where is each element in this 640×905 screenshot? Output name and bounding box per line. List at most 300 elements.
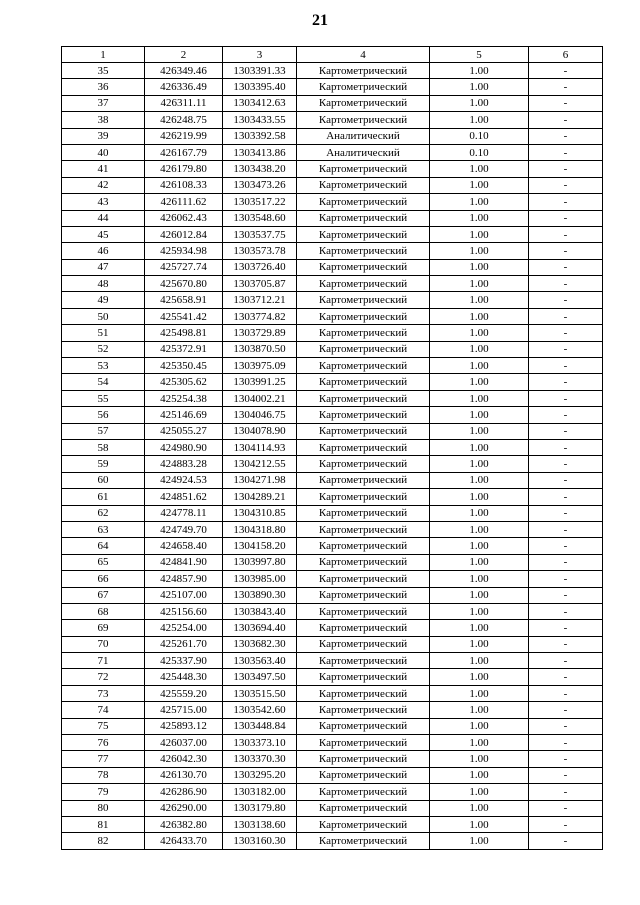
y-coordinate-cell: 1303438.20 xyxy=(223,161,297,177)
y-coordinate-cell: 1303537.75 xyxy=(223,226,297,242)
table-row xyxy=(62,63,603,79)
accuracy-cell: 1.00 xyxy=(430,79,529,95)
x-coordinate-cell: 426311.11 xyxy=(145,95,223,111)
x-coordinate-cell: 424658.40 xyxy=(145,538,223,554)
accuracy-cell: 1.00 xyxy=(430,751,529,767)
x-coordinate-cell: 425146.69 xyxy=(145,407,223,423)
x-coordinate-cell: 426248.75 xyxy=(145,112,223,128)
note-cell: - xyxy=(529,423,603,439)
x-coordinate-cell: 426037.00 xyxy=(145,735,223,751)
point-number-cell: 72 xyxy=(62,669,145,685)
note-cell: - xyxy=(529,702,603,718)
accuracy-cell: 1.00 xyxy=(430,538,529,554)
x-coordinate-cell: 426336.49 xyxy=(145,79,223,95)
accuracy-cell: 1.00 xyxy=(430,767,529,783)
method-cell: Картометрический xyxy=(297,538,430,554)
y-coordinate-cell: 1304078.90 xyxy=(223,423,297,439)
note-cell: - xyxy=(529,751,603,767)
note-cell: - xyxy=(529,505,603,521)
y-coordinate-cell: 1303179.80 xyxy=(223,800,297,816)
note-cell: - xyxy=(529,259,603,275)
point-number-cell: 51 xyxy=(62,325,145,341)
method-cell: Картометрический xyxy=(297,751,430,767)
note-cell: - xyxy=(529,128,603,144)
point-number-cell: 63 xyxy=(62,521,145,537)
method-cell: Картометрический xyxy=(297,63,430,79)
accuracy-cell: 1.00 xyxy=(430,505,529,521)
note-cell: - xyxy=(529,439,603,455)
note-cell: - xyxy=(529,210,603,226)
table-row xyxy=(62,358,603,374)
x-coordinate-cell: 426179.80 xyxy=(145,161,223,177)
y-coordinate-cell: 1303433.55 xyxy=(223,112,297,128)
table-row xyxy=(62,587,603,603)
y-coordinate-cell: 1303370.30 xyxy=(223,751,297,767)
point-number-cell: 55 xyxy=(62,390,145,406)
note-cell: - xyxy=(529,194,603,210)
x-coordinate-cell: 425670.80 xyxy=(145,276,223,292)
accuracy-cell: 1.00 xyxy=(430,833,529,849)
accuracy-cell: 1.00 xyxy=(430,439,529,455)
x-coordinate-cell: 424778.11 xyxy=(145,505,223,521)
x-coordinate-cell: 425658.91 xyxy=(145,292,223,308)
x-coordinate-cell: 424883.28 xyxy=(145,456,223,472)
note-cell: - xyxy=(529,243,603,259)
y-coordinate-cell: 1303138.60 xyxy=(223,816,297,832)
accuracy-cell: 0.10 xyxy=(430,144,529,160)
method-cell: Картометрический xyxy=(297,407,430,423)
note-cell: - xyxy=(529,669,603,685)
note-cell: - xyxy=(529,112,603,128)
accuracy-cell: 1.00 xyxy=(430,325,529,341)
point-number-cell: 37 xyxy=(62,95,145,111)
x-coordinate-cell: 425055.27 xyxy=(145,423,223,439)
note-cell: - xyxy=(529,341,603,357)
table-row xyxy=(62,407,603,423)
table-row xyxy=(62,112,603,128)
accuracy-cell: 1.00 xyxy=(430,702,529,718)
table-row xyxy=(62,603,603,619)
table-row xyxy=(62,718,603,734)
method-cell: Картометрический xyxy=(297,571,430,587)
accuracy-cell: 1.00 xyxy=(430,161,529,177)
y-coordinate-cell: 1303412.63 xyxy=(223,95,297,111)
x-coordinate-cell: 425254.38 xyxy=(145,390,223,406)
point-number-cell: 41 xyxy=(62,161,145,177)
y-coordinate-cell: 1303774.82 xyxy=(223,308,297,324)
table-row xyxy=(62,816,603,832)
note-cell: - xyxy=(529,653,603,669)
accuracy-cell: 0.10 xyxy=(430,128,529,144)
table-body xyxy=(62,47,603,850)
x-coordinate-cell: 425107.00 xyxy=(145,587,223,603)
header-cell: 6 xyxy=(529,47,603,63)
table-row xyxy=(62,554,603,570)
point-number-cell: 46 xyxy=(62,243,145,259)
x-coordinate-cell: 426042.30 xyxy=(145,751,223,767)
x-coordinate-cell: 426382.80 xyxy=(145,816,223,832)
method-cell: Картометрический xyxy=(297,521,430,537)
note-cell: - xyxy=(529,144,603,160)
y-coordinate-cell: 1303694.40 xyxy=(223,620,297,636)
accuracy-cell: 1.00 xyxy=(430,226,529,242)
method-cell: Аналитический xyxy=(297,144,430,160)
x-coordinate-cell: 425337.90 xyxy=(145,653,223,669)
y-coordinate-cell: 1303473.26 xyxy=(223,177,297,193)
table-header-row xyxy=(62,47,603,63)
y-coordinate-cell: 1303497.50 xyxy=(223,669,297,685)
y-coordinate-cell: 1303515.50 xyxy=(223,685,297,701)
note-cell: - xyxy=(529,407,603,423)
accuracy-cell: 1.00 xyxy=(430,620,529,636)
note-cell: - xyxy=(529,800,603,816)
x-coordinate-cell: 424841.90 xyxy=(145,554,223,570)
table-row xyxy=(62,243,603,259)
method-cell: Картометрический xyxy=(297,685,430,701)
point-number-cell: 73 xyxy=(62,685,145,701)
point-number-cell: 54 xyxy=(62,374,145,390)
point-number-cell: 57 xyxy=(62,423,145,439)
point-number-cell: 48 xyxy=(62,276,145,292)
accuracy-cell: 1.00 xyxy=(430,784,529,800)
note-cell: - xyxy=(529,390,603,406)
table-row xyxy=(62,571,603,587)
method-cell: Картометрический xyxy=(297,587,430,603)
y-coordinate-cell: 1303726.40 xyxy=(223,259,297,275)
table-row xyxy=(62,620,603,636)
y-coordinate-cell: 1304002.21 xyxy=(223,390,297,406)
table-row xyxy=(62,439,603,455)
coordinates-table xyxy=(61,46,603,850)
x-coordinate-cell: 425350.45 xyxy=(145,358,223,374)
method-cell: Картометрический xyxy=(297,505,430,521)
note-cell: - xyxy=(529,79,603,95)
accuracy-cell: 1.00 xyxy=(430,685,529,701)
table-row xyxy=(62,177,603,193)
point-number-cell: 75 xyxy=(62,718,145,734)
table-row xyxy=(62,423,603,439)
point-number-cell: 38 xyxy=(62,112,145,128)
note-cell: - xyxy=(529,833,603,849)
point-number-cell: 52 xyxy=(62,341,145,357)
y-coordinate-cell: 1303997.80 xyxy=(223,554,297,570)
point-number-cell: 45 xyxy=(62,226,145,242)
x-coordinate-cell: 426012.84 xyxy=(145,226,223,242)
x-coordinate-cell: 424924.53 xyxy=(145,472,223,488)
point-number-cell: 77 xyxy=(62,751,145,767)
point-number-cell: 65 xyxy=(62,554,145,570)
y-coordinate-cell: 1304310.85 xyxy=(223,505,297,521)
note-cell: - xyxy=(529,571,603,587)
accuracy-cell: 1.00 xyxy=(430,259,529,275)
point-number-cell: 53 xyxy=(62,358,145,374)
method-cell: Аналитический xyxy=(297,128,430,144)
y-coordinate-cell: 1304212.55 xyxy=(223,456,297,472)
accuracy-cell: 1.00 xyxy=(430,243,529,259)
x-coordinate-cell: 425498.81 xyxy=(145,325,223,341)
page-number: 21 xyxy=(312,12,328,29)
x-coordinate-cell: 425372.91 xyxy=(145,341,223,357)
method-cell: Картометрический xyxy=(297,177,430,193)
note-cell: - xyxy=(529,685,603,701)
x-coordinate-cell: 426349.46 xyxy=(145,63,223,79)
note-cell: - xyxy=(529,308,603,324)
table-row xyxy=(62,341,603,357)
x-coordinate-cell: 426111.62 xyxy=(145,194,223,210)
table-row xyxy=(62,784,603,800)
method-cell: Картометрический xyxy=(297,439,430,455)
table-row xyxy=(62,79,603,95)
header-cell: 5 xyxy=(430,47,529,63)
x-coordinate-cell: 425305.62 xyxy=(145,374,223,390)
x-coordinate-cell: 426286.90 xyxy=(145,784,223,800)
accuracy-cell: 1.00 xyxy=(430,816,529,832)
point-number-cell: 50 xyxy=(62,308,145,324)
table-row xyxy=(62,489,603,505)
y-coordinate-cell: 1303573.78 xyxy=(223,243,297,259)
x-coordinate-cell: 426108.33 xyxy=(145,177,223,193)
method-cell: Картометрический xyxy=(297,161,430,177)
y-coordinate-cell: 1303542.60 xyxy=(223,702,297,718)
method-cell: Картометрический xyxy=(297,308,430,324)
x-coordinate-cell: 424749.70 xyxy=(145,521,223,537)
y-coordinate-cell: 1303395.40 xyxy=(223,79,297,95)
method-cell: Картометрический xyxy=(297,554,430,570)
table-row xyxy=(62,210,603,226)
point-number-cell: 61 xyxy=(62,489,145,505)
note-cell: - xyxy=(529,358,603,374)
table-row xyxy=(62,95,603,111)
note-cell: - xyxy=(529,636,603,652)
x-coordinate-cell: 425934.98 xyxy=(145,243,223,259)
note-cell: - xyxy=(529,554,603,570)
method-cell: Картометрический xyxy=(297,210,430,226)
note-cell: - xyxy=(529,276,603,292)
note-cell: - xyxy=(529,735,603,751)
accuracy-cell: 1.00 xyxy=(430,718,529,734)
header-cell: 3 xyxy=(223,47,297,63)
table-row xyxy=(62,685,603,701)
table-row xyxy=(62,521,603,537)
method-cell: Картометрический xyxy=(297,669,430,685)
x-coordinate-cell: 426167.79 xyxy=(145,144,223,160)
accuracy-cell: 1.00 xyxy=(430,587,529,603)
accuracy-cell: 1.00 xyxy=(430,292,529,308)
note-cell: - xyxy=(529,587,603,603)
table-row xyxy=(62,538,603,554)
accuracy-cell: 1.00 xyxy=(430,210,529,226)
table-row xyxy=(62,194,603,210)
note-cell: - xyxy=(529,521,603,537)
note-cell: - xyxy=(529,718,603,734)
method-cell: Картометрический xyxy=(297,489,430,505)
accuracy-cell: 1.00 xyxy=(430,735,529,751)
accuracy-cell: 1.00 xyxy=(430,177,529,193)
method-cell: Картометрический xyxy=(297,341,430,357)
method-cell: Картометрический xyxy=(297,735,430,751)
accuracy-cell: 1.00 xyxy=(430,571,529,587)
table-row xyxy=(62,735,603,751)
note-cell: - xyxy=(529,489,603,505)
table-row xyxy=(62,505,603,521)
x-coordinate-cell: 425254.00 xyxy=(145,620,223,636)
method-cell: Картометрический xyxy=(297,79,430,95)
accuracy-cell: 1.00 xyxy=(430,407,529,423)
point-number-cell: 58 xyxy=(62,439,145,455)
method-cell: Картометрический xyxy=(297,767,430,783)
point-number-cell: 59 xyxy=(62,456,145,472)
x-coordinate-cell: 425715.00 xyxy=(145,702,223,718)
table-row xyxy=(62,161,603,177)
y-coordinate-cell: 1303890.30 xyxy=(223,587,297,603)
table-row xyxy=(62,833,603,849)
note-cell: - xyxy=(529,767,603,783)
point-number-cell: 78 xyxy=(62,767,145,783)
y-coordinate-cell: 1304046.75 xyxy=(223,407,297,423)
accuracy-cell: 1.00 xyxy=(430,521,529,537)
y-coordinate-cell: 1303448.84 xyxy=(223,718,297,734)
note-cell: - xyxy=(529,226,603,242)
accuracy-cell: 1.00 xyxy=(430,194,529,210)
y-coordinate-cell: 1304318.80 xyxy=(223,521,297,537)
y-coordinate-cell: 1303563.40 xyxy=(223,653,297,669)
x-coordinate-cell: 426062.43 xyxy=(145,210,223,226)
accuracy-cell: 1.00 xyxy=(430,456,529,472)
method-cell: Картометрический xyxy=(297,702,430,718)
point-number-cell: 71 xyxy=(62,653,145,669)
point-number-cell: 39 xyxy=(62,128,145,144)
y-coordinate-cell: 1303413.86 xyxy=(223,144,297,160)
accuracy-cell: 1.00 xyxy=(430,374,529,390)
x-coordinate-cell: 424857.90 xyxy=(145,571,223,587)
point-number-cell: 68 xyxy=(62,603,145,619)
y-coordinate-cell: 1303985.00 xyxy=(223,571,297,587)
note-cell: - xyxy=(529,325,603,341)
note-cell: - xyxy=(529,456,603,472)
x-coordinate-cell: 426290.00 xyxy=(145,800,223,816)
table-row xyxy=(62,751,603,767)
point-number-cell: 36 xyxy=(62,79,145,95)
point-number-cell: 47 xyxy=(62,259,145,275)
method-cell: Картометрический xyxy=(297,718,430,734)
point-number-cell: 43 xyxy=(62,194,145,210)
accuracy-cell: 1.00 xyxy=(430,390,529,406)
note-cell: - xyxy=(529,161,603,177)
point-number-cell: 76 xyxy=(62,735,145,751)
table-row xyxy=(62,702,603,718)
y-coordinate-cell: 1303729.89 xyxy=(223,325,297,341)
method-cell: Картометрический xyxy=(297,620,430,636)
point-number-cell: 60 xyxy=(62,472,145,488)
note-cell: - xyxy=(529,95,603,111)
method-cell: Картометрический xyxy=(297,456,430,472)
point-number-cell: 74 xyxy=(62,702,145,718)
table-row xyxy=(62,276,603,292)
table-row xyxy=(62,144,603,160)
header-cell: 4 xyxy=(297,47,430,63)
accuracy-cell: 1.00 xyxy=(430,669,529,685)
x-coordinate-cell: 426433.70 xyxy=(145,833,223,849)
method-cell: Картометрический xyxy=(297,800,430,816)
y-coordinate-cell: 1304114.93 xyxy=(223,439,297,455)
note-cell: - xyxy=(529,784,603,800)
x-coordinate-cell: 425727.74 xyxy=(145,259,223,275)
x-coordinate-cell: 424980.90 xyxy=(145,439,223,455)
method-cell: Картометрический xyxy=(297,653,430,669)
note-cell: - xyxy=(529,620,603,636)
method-cell: Картометрический xyxy=(297,603,430,619)
point-number-cell: 44 xyxy=(62,210,145,226)
note-cell: - xyxy=(529,63,603,79)
method-cell: Картометрический xyxy=(297,194,430,210)
accuracy-cell: 1.00 xyxy=(430,636,529,652)
accuracy-cell: 1.00 xyxy=(430,423,529,439)
method-cell: Картометрический xyxy=(297,423,430,439)
x-coordinate-cell: 424851.62 xyxy=(145,489,223,505)
method-cell: Картометрический xyxy=(297,226,430,242)
accuracy-cell: 1.00 xyxy=(430,653,529,669)
note-cell: - xyxy=(529,374,603,390)
table-row xyxy=(62,669,603,685)
method-cell: Картометрический xyxy=(297,374,430,390)
y-coordinate-cell: 1303182.00 xyxy=(223,784,297,800)
x-coordinate-cell: 425559.20 xyxy=(145,685,223,701)
note-cell: - xyxy=(529,816,603,832)
point-number-cell: 56 xyxy=(62,407,145,423)
y-coordinate-cell: 1303705.87 xyxy=(223,276,297,292)
method-cell: Картометрический xyxy=(297,243,430,259)
accuracy-cell: 1.00 xyxy=(430,63,529,79)
accuracy-cell: 1.00 xyxy=(430,489,529,505)
table-row xyxy=(62,767,603,783)
table-row xyxy=(62,636,603,652)
table-row xyxy=(62,653,603,669)
point-number-cell: 40 xyxy=(62,144,145,160)
note-cell: - xyxy=(529,538,603,554)
y-coordinate-cell: 1303682.30 xyxy=(223,636,297,652)
y-coordinate-cell: 1303975.09 xyxy=(223,358,297,374)
table-row xyxy=(62,226,603,242)
accuracy-cell: 1.00 xyxy=(430,308,529,324)
table-row xyxy=(62,472,603,488)
table-row xyxy=(62,390,603,406)
method-cell: Картометрический xyxy=(297,112,430,128)
y-coordinate-cell: 1304158.20 xyxy=(223,538,297,554)
y-coordinate-cell: 1303373.10 xyxy=(223,735,297,751)
accuracy-cell: 1.00 xyxy=(430,341,529,357)
table-row xyxy=(62,456,603,472)
y-coordinate-cell: 1303991.25 xyxy=(223,374,297,390)
y-coordinate-cell: 1303160.30 xyxy=(223,833,297,849)
accuracy-cell: 1.00 xyxy=(430,358,529,374)
method-cell: Картометрический xyxy=(297,816,430,832)
y-coordinate-cell: 1303517.22 xyxy=(223,194,297,210)
accuracy-cell: 1.00 xyxy=(430,554,529,570)
method-cell: Картометрический xyxy=(297,292,430,308)
y-coordinate-cell: 1303295.20 xyxy=(223,767,297,783)
point-number-cell: 67 xyxy=(62,587,145,603)
note-cell: - xyxy=(529,472,603,488)
method-cell: Картометрический xyxy=(297,259,430,275)
point-number-cell: 80 xyxy=(62,800,145,816)
note-cell: - xyxy=(529,292,603,308)
y-coordinate-cell: 1303712.21 xyxy=(223,292,297,308)
y-coordinate-cell: 1303870.50 xyxy=(223,341,297,357)
accuracy-cell: 1.00 xyxy=(430,95,529,111)
header-cell: 1 xyxy=(62,47,145,63)
accuracy-cell: 1.00 xyxy=(430,276,529,292)
point-number-cell: 66 xyxy=(62,571,145,587)
